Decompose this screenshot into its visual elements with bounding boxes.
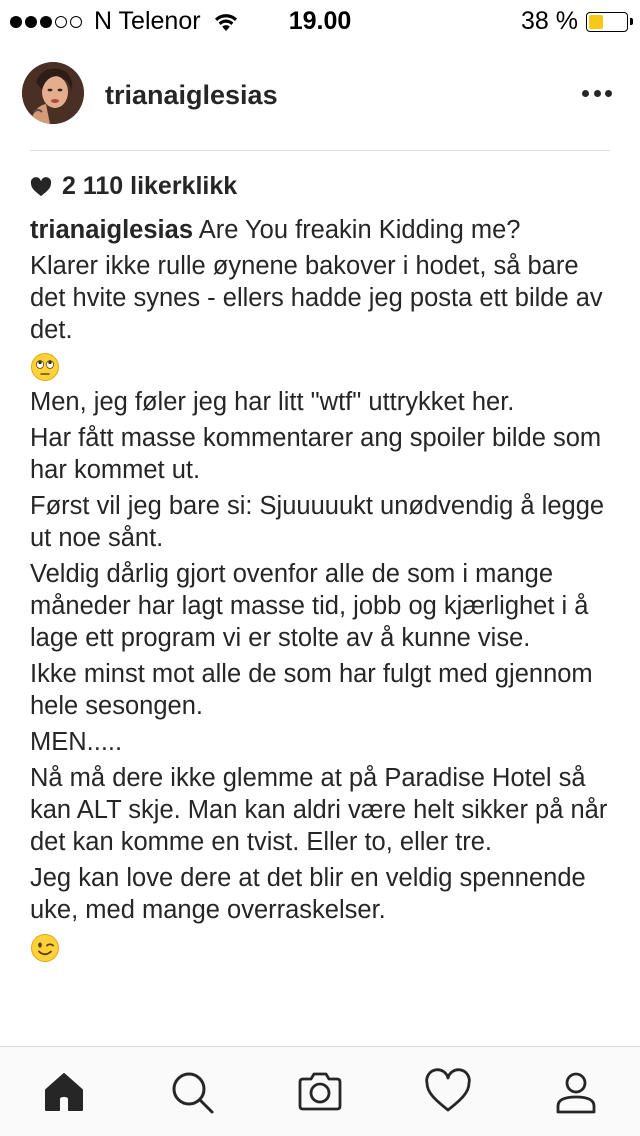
- caption-paragraph: MEN.....: [30, 728, 123, 757]
- post-username[interactable]: trianaiglesias: [105, 80, 278, 110]
- caption-line: [30, 214, 615, 246]
- caption-paragraph: Jeg kan love dere at det blir en veldig spennende uke, med mange overraskelser.: [30, 864, 586, 925]
- battery-fill: [589, 15, 603, 29]
- winking-face-emoji: [30, 933, 60, 963]
- heart-icon: [424, 1068, 472, 1116]
- search-icon: [168, 1068, 216, 1116]
- battery-icon: [586, 12, 628, 32]
- more-dot: [582, 90, 589, 97]
- caption-first-line: Are You freakin Kidding me?: [198, 216, 521, 244]
- caption-paragraph: Nå må dere ikke glemme at på Paradise Hotel så kan ALT skje. Man kan aldri være helt sikker på når det kan komme en tvist. Eller to, eller tre.: [30, 764, 608, 857]
- caption-paragraph: Har fått masse kommentarer ang spoiler bilde som har kommet ut.: [30, 424, 602, 485]
- status-bar: [0, 0, 640, 40]
- home-icon: [40, 1068, 88, 1116]
- battery-percent: 38 %: [521, 7, 578, 35]
- carrier-name: N Telenor: [94, 7, 201, 35]
- post-header: [0, 58, 640, 132]
- nav-camera[interactable]: [290, 1062, 350, 1122]
- face-with-rolling-eyes-emoji: [30, 352, 60, 382]
- post-caption: [30, 214, 615, 967]
- caption-paragraph: Ikke minst mot alle de som har fulgt med gjennom hele sesongen.: [30, 660, 593, 721]
- caption-paragraph: Men, jeg føler jeg har litt "wtf" uttrykket her.: [30, 388, 515, 417]
- status-time: 19.00: [288, 7, 352, 35]
- bottom-nav: [0, 1046, 640, 1136]
- caption-author[interactable]: trianaiglesias: [30, 216, 193, 244]
- caption-emoji-line: [30, 350, 615, 382]
- more-options-icon[interactable]: [582, 88, 612, 98]
- nav-home[interactable]: [34, 1062, 94, 1122]
- camera-icon: [296, 1068, 344, 1116]
- nav-profile[interactable]: [546, 1062, 606, 1122]
- likes-label: 2 110 likerklikk: [62, 172, 238, 200]
- profile-icon: [552, 1068, 600, 1116]
- avatar[interactable]: [22, 62, 84, 124]
- caption-emoji-line: [30, 930, 615, 962]
- battery-tip: [630, 18, 633, 25]
- more-dot: [605, 90, 612, 97]
- heart-filled-icon: [30, 177, 52, 197]
- likes-count[interactable]: [30, 172, 237, 201]
- divider: [30, 150, 610, 151]
- nav-activity[interactable]: [418, 1062, 478, 1122]
- nav-search[interactable]: [162, 1062, 222, 1122]
- caption-paragraph: Veldig dårlig gjort ovenfor alle de som i mange måneder har lagt masse tid, jobb og kjærlighet i å lage ett program vi er stolte av å kunne vise.: [30, 560, 589, 653]
- avatar-image: [22, 62, 84, 124]
- caption-paragraph: Klarer ikke rulle øynene bakover i hodet, så bare det hvite synes - ellers hadde jeg posta ett bilde av det.: [30, 252, 603, 344]
- more-dot: [594, 90, 601, 97]
- status-right: [521, 7, 628, 36]
- caption-paragraph: Først vil jeg bare si: Sjuuuuukt unødvendig å legge ut noe sånt.: [30, 492, 605, 553]
